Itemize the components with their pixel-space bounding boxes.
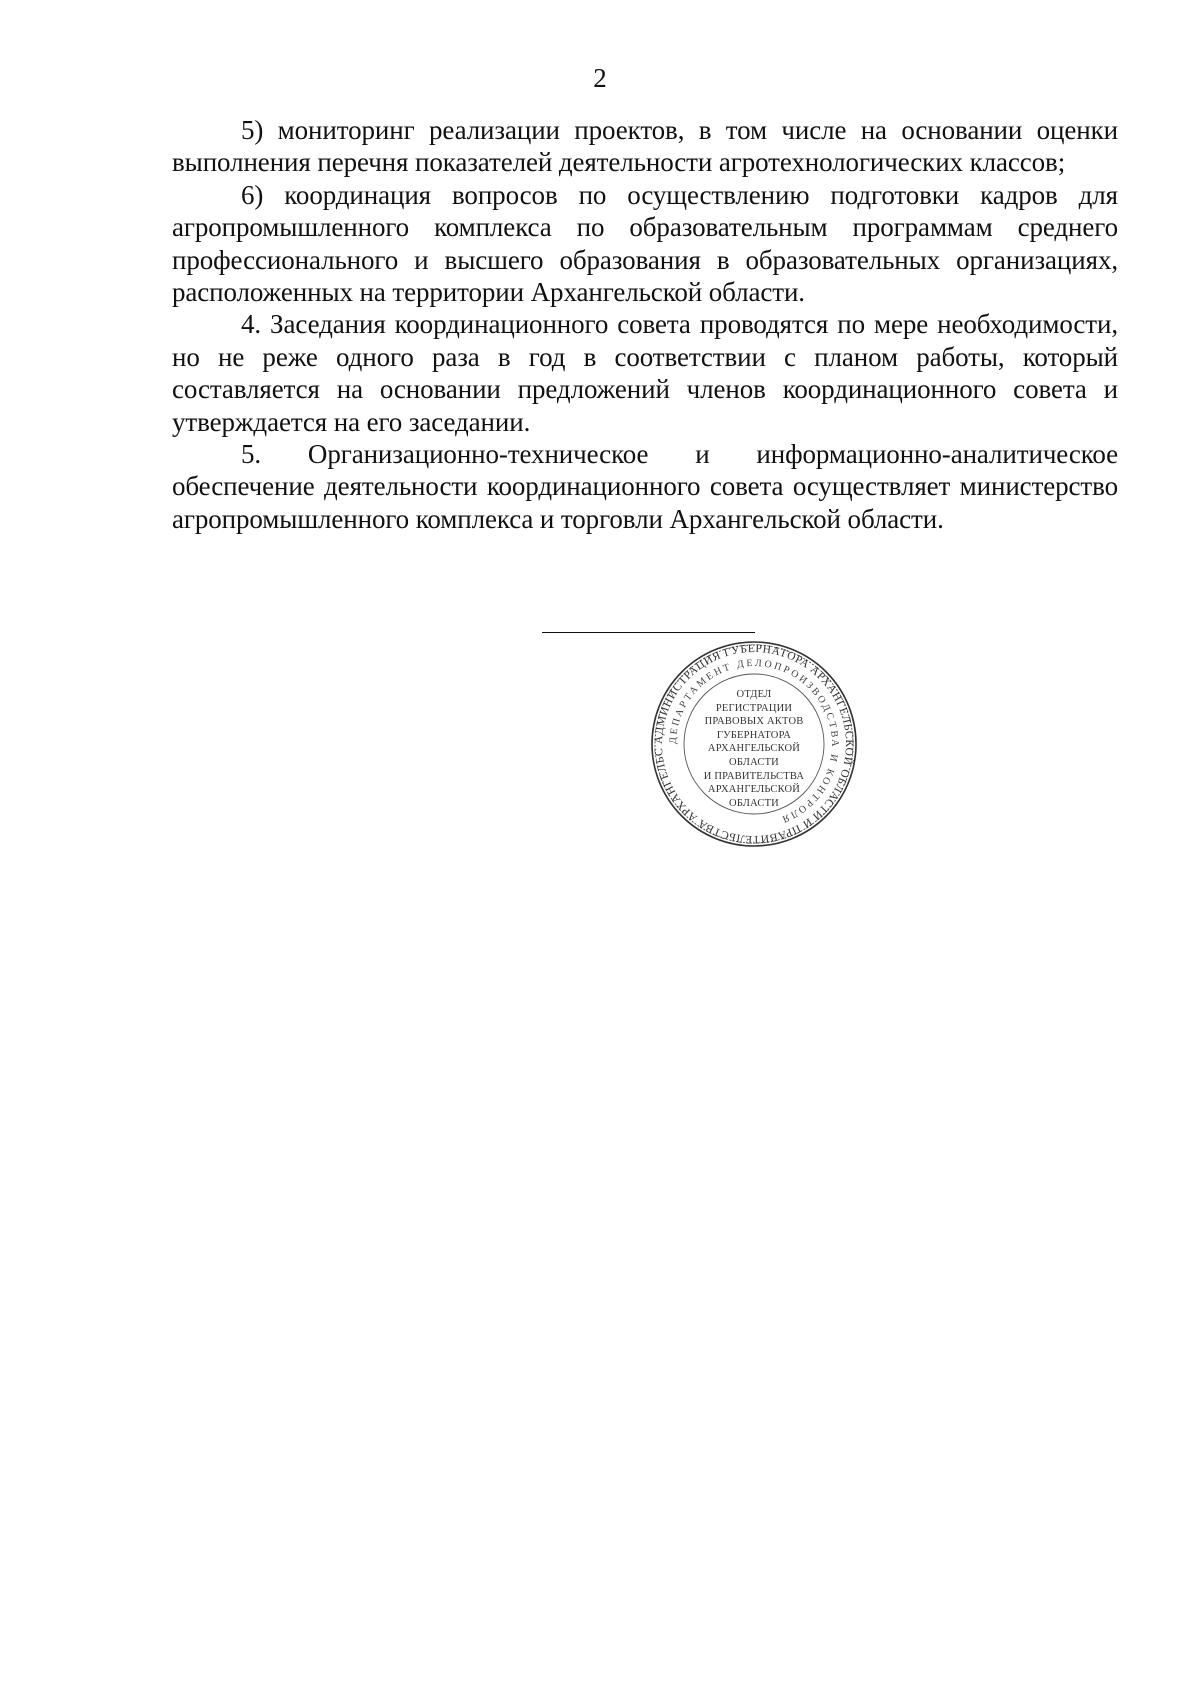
seal-ring-text: АДМИНИСТРАЦИЯ ГУБЕРНАТОРА АРХАНГЕЛЬСКОЙ ОБЛАСТИ И ПРАВИТЕЛЬСТВА АРХАНГЕЛЬС — [652, 642, 856, 846]
seal-line: ОБЛАСТИ — [729, 756, 779, 768]
paragraph-clause-5: 5. Организационно-техническое и информационно-аналитическое обеспечение деятельности координационного совета осуществляет министерство агропромышленного комплекса и торговли Архангельской области. — [172, 439, 1118, 534]
official-seal-stamp — [650, 640, 858, 848]
signature-divider-line — [542, 632, 755, 633]
paragraph-clause-4: 4. Заседания координационного совета проводятся по мере необходимости, но не реже одного раза в год в соответствии с планом работы, который составляется на основании предложений членов координационного совета и утверждается на его заседании. — [172, 309, 1118, 437]
seal-line: ПРАВОВЫХ АКТОВ — [704, 716, 804, 728]
seal-line: ОТДЕЛ — [736, 689, 772, 700]
seal-line: И ПРАВИТЕЛЬСТВА — [703, 770, 805, 782]
seal-line: АРХАНГЕЛЬСКОЙ — [707, 743, 801, 755]
seal-line: ГУБЕРНАТОРА — [716, 729, 792, 741]
seal-line: ОБЛАСТИ — [729, 797, 779, 809]
document-body — [172, 114, 1118, 535]
seal-line: РЕГИСТРАЦИИ — [715, 702, 793, 714]
paragraph-item-6: 6) координация вопросов по осуществлению подготовки кадров для агропромышленного комплекса по образовательным программам среднего профессионального и высшего образования в образовательных организациях, расположенных на территории Архангельской области. — [172, 179, 1118, 308]
seal-line: АРХАНГЕЛЬСКОЙ — [707, 784, 801, 796]
page-number: 2 — [593, 63, 607, 93]
paragraph-item-5: 5) мониторинг реализации проектов, в том числе на основании оценки выполнения перечня показателей деятельности агротехнологических классов; — [172, 115, 1118, 178]
seal-inner-ring-text: ДЕПАРТАМЕНТ ДЕЛОПРОИЗВОДСТВА И КОНТРОЛЯ — [667, 657, 841, 826]
seal-center-text — [686, 688, 822, 810]
